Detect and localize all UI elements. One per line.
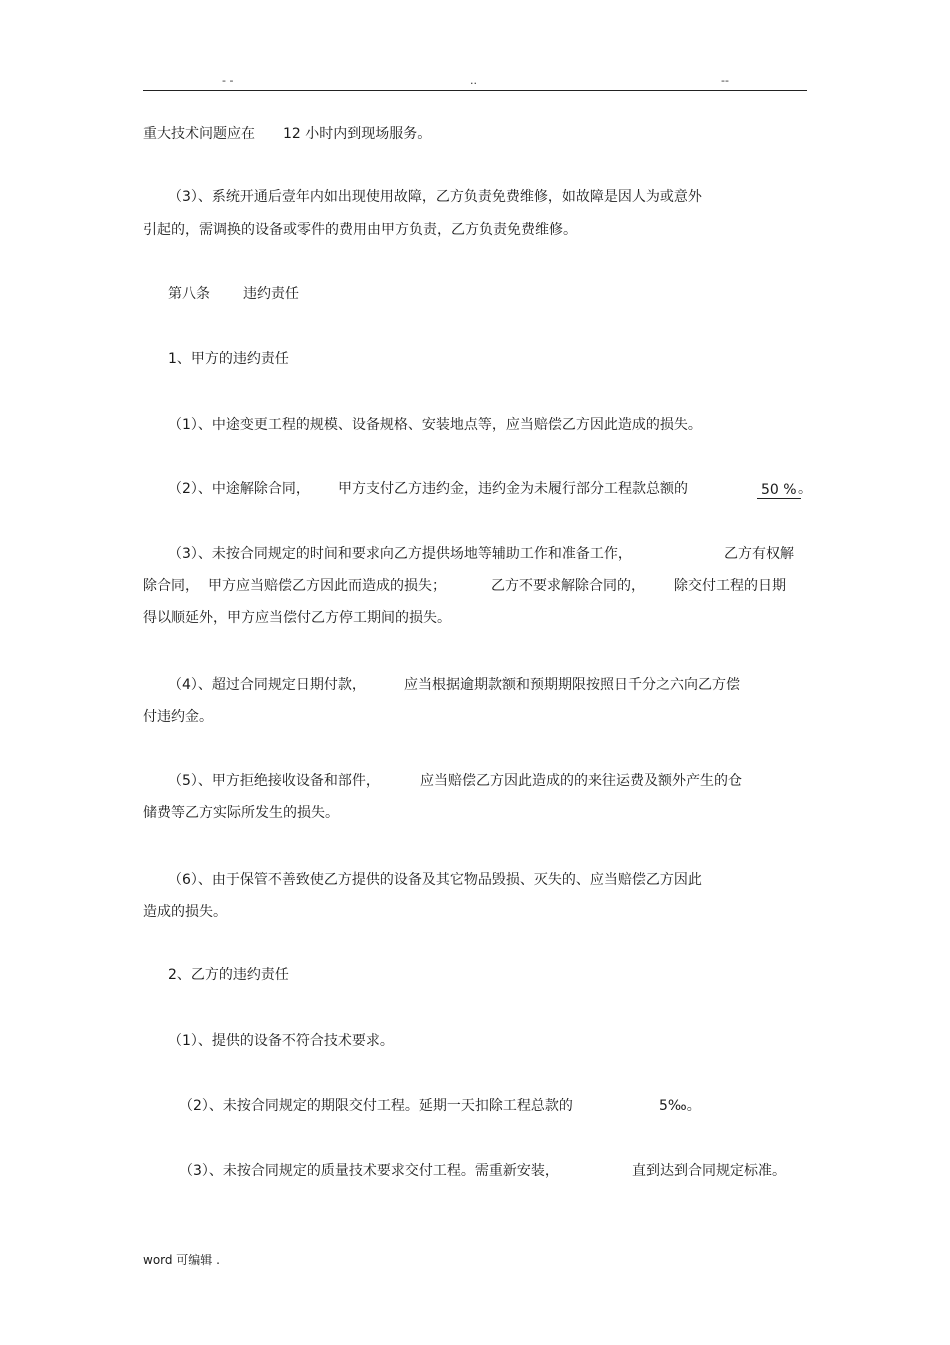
line-1b: 12 小时内到现场服务。 — [283, 126, 432, 142]
article-8-title: 违约责任 — [243, 286, 299, 302]
party-a-item-1: （1）、中途变更工程的规模、设备规格、安装地点等，应当赔偿乙方因此造成的损失。 — [168, 417, 702, 433]
party-a-item-2b: 甲方支付乙方违约金，违约金为未履行部分工程款总额的 — [338, 481, 688, 497]
party-a-item-5c: 储费等乙方实际所发生的损失。 — [143, 805, 339, 821]
penalty-rate-value: 50 % — [757, 482, 801, 499]
section-2-heading: 2、乙方的违约责任 — [168, 967, 289, 983]
line-3: 引起的，需调换的设备或零件的费用由甲方负责，乙方负责免费维修。 — [143, 222, 577, 238]
party-a-item-3a: （3）、未按合同规定的时间和要求向乙方提供场地等辅助工作和准备工作， — [168, 546, 632, 562]
party-a-item-5b: 应当赔偿乙方因此造成的的来往运费及额外产生的仓 — [420, 773, 742, 789]
section-1-heading: 1、甲方的违约责任 — [168, 351, 289, 367]
party-b-item-3a: （3）、未按合同规定的质量技术要求交付工程。需重新安装， — [179, 1163, 559, 1179]
party-a-item-3g: 得以顺延外，甲方应当偿付乙方停工期间的损失。 — [143, 610, 451, 626]
footer-note: word 可编辑 . — [143, 1253, 220, 1267]
party-b-item-2b: 5‰。 — [659, 1098, 701, 1114]
party-a-item-2a: （2）、中途解除合同， — [168, 481, 310, 497]
party-a-item-6b: 造成的损失。 — [143, 904, 227, 920]
party-a-item-3c: 除合同， — [143, 578, 199, 594]
party-a-item-3e: 乙方不要求解除合同的， — [491, 578, 645, 594]
party-b-item-3b: 直到达到合同规定标准。 — [632, 1163, 786, 1179]
party-a-item-4b: 应当根据逾期款额和预期期限按照日千分之六向乙方偿 — [404, 677, 740, 693]
header-left-mark: - - — [222, 74, 234, 87]
line-2: （3）、系统开通后壹年内如出现使用故障，乙方负责免费维修，如故障是因人为或意外 — [168, 189, 702, 205]
line-1a: 重大技术问题应在 — [143, 126, 255, 142]
party-a-item-3f: 除交付工程的日期 — [674, 578, 786, 594]
party-a-item-5a: （5）、甲方拒绝接收设备和部件， — [168, 773, 380, 789]
party-a-item-4a: （4）、超过合同规定日期付款， — [168, 677, 366, 693]
article-8-number: 第八条 — [168, 286, 210, 302]
party-a-item-2d: 。 — [798, 481, 812, 497]
header-rule — [143, 90, 807, 91]
header-right-mark: -- — [721, 74, 729, 87]
penalty-rate-underline — [757, 481, 801, 499]
party-a-item-4c: 付违约金。 — [143, 709, 213, 725]
party-a-item-3d: 甲方应当赔偿乙方因此而造成的损失； — [208, 578, 446, 594]
party-b-item-2a: （2）、未按合同规定的期限交付工程。延期一天扣除工程总款的 — [179, 1098, 573, 1114]
party-b-item-1: （1）、提供的设备不符合技术要求。 — [168, 1033, 394, 1049]
party-a-item-3b: 乙方有权解 — [724, 546, 794, 562]
party-a-item-6a: （6）、由于保管不善致使乙方提供的设备及其它物品毁损、灭失的、应当赔偿乙方因此 — [168, 872, 702, 888]
header-center-mark: .. — [470, 74, 477, 87]
